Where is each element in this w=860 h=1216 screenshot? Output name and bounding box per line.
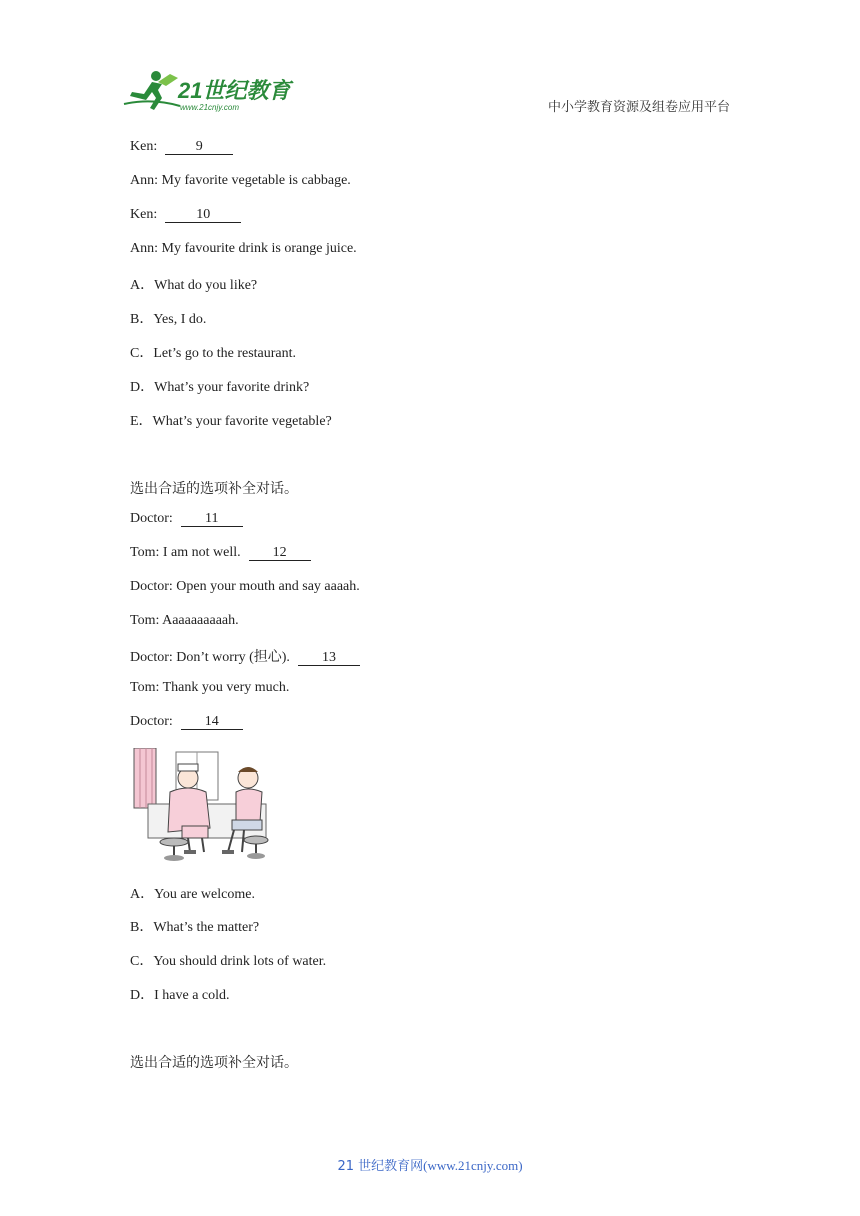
- option-a: A．What do you like?: [130, 278, 258, 293]
- option-e: E．What’s your favorite vegetable?: [130, 414, 332, 429]
- option-c: C．You should drink lots of water.: [130, 954, 327, 969]
- dialogue-line: Tom: Thank you very much.: [130, 680, 290, 695]
- answer-blank[interactable]: 12: [249, 545, 311, 561]
- footer-site-name: 21 世纪教育网: [337, 1159, 424, 1174]
- dialogue-line: Doctor: 11: [130, 511, 243, 527]
- dialogue-line: Tom: Aaaaaaaaaah.: [130, 613, 239, 628]
- dialogue-line: Doctor: Don’t worry (担心). 13: [130, 646, 360, 666]
- section-instruction: 选出合适的选项补全对话。: [130, 481, 298, 497]
- section-instruction: 选出合适的选项补全对话。: [130, 1055, 298, 1071]
- dialogue-line: Tom: I am not well. 12: [130, 545, 311, 561]
- dialogue-line: Ken: 9: [130, 139, 233, 155]
- answer-blank[interactable]: 10: [165, 207, 241, 223]
- option-d: D．I have a cold.: [130, 988, 230, 1003]
- running-man-icon: [124, 71, 180, 110]
- dialogue-line: Doctor: 14: [130, 714, 243, 730]
- answer-blank[interactable]: 11: [181, 511, 243, 527]
- dialogue-line: Doctor: Open your mouth and say aaaah.: [130, 579, 360, 594]
- dialogue-line: Ann: My favorite vegetable is cabbage.: [130, 173, 351, 188]
- answer-blank[interactable]: 13: [298, 650, 360, 666]
- answer-blank[interactable]: 9: [165, 139, 233, 155]
- site-logo: [122, 68, 302, 114]
- page-footer: [0, 1155, 860, 1174]
- answer-blank[interactable]: 14: [181, 714, 243, 730]
- option-d: D．What’s your favorite drink?: [130, 380, 310, 395]
- option-b: B．Yes, I do.: [130, 312, 207, 327]
- dialogue-line: Ann: My favourite drink is orange juice.: [130, 241, 357, 256]
- dialogue-line: Ken: 10: [130, 207, 241, 223]
- footer-site-url[interactable]: (www.21cnjy.com): [423, 1158, 523, 1173]
- option-b: B．What’s the matter?: [130, 920, 260, 935]
- svg-text:www.21cnjy.com: www.21cnjy.com: [180, 103, 239, 112]
- svg-text:21世纪教育: 21世纪教育: [178, 78, 291, 103]
- option-c: C．Let’s go to the restaurant.: [130, 346, 297, 361]
- doctor-patient-illustration: [132, 748, 274, 862]
- platform-name: 中小学教育资源及组卷应用平台: [548, 100, 731, 115]
- option-a: A．You are welcome.: [130, 887, 255, 902]
